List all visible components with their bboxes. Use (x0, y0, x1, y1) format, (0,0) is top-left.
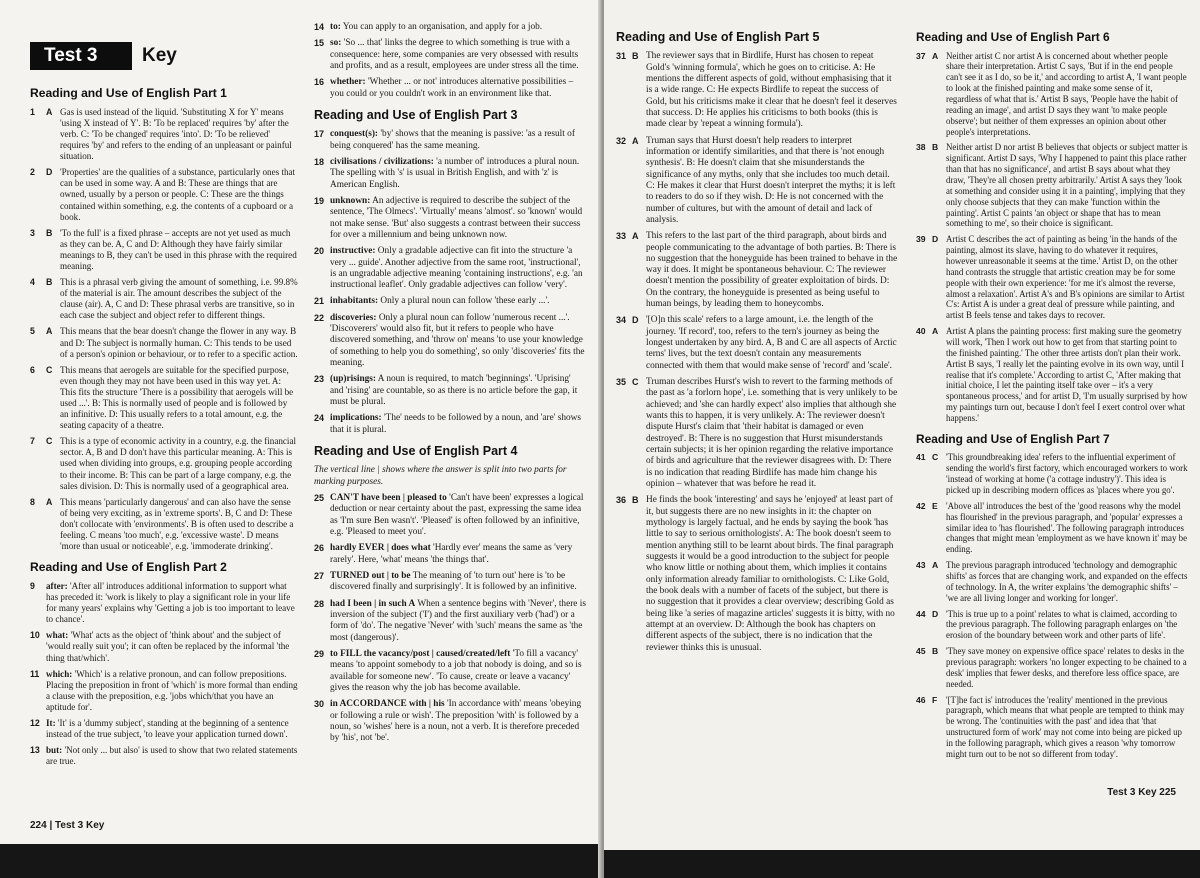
answer-keyword: in ACCORDANCE with | his (330, 699, 445, 710)
question-number: 5 (30, 326, 35, 337)
answer-letter: D (932, 608, 939, 619)
answer-item (314, 649, 586, 694)
answer-text: 'Hardly ever' means the same as 'very rarely'. Here, 'what' means 'the things that'. (330, 543, 573, 565)
answer-letter: B (932, 142, 939, 153)
answer-text: 'What' acts as the object of 'think about' and the subject of 'would really suit you'; it can often be replaced by the informal 'the thing that/which'. (46, 630, 290, 663)
answer-item (30, 497, 298, 552)
answer-explanation: Neither artist C nor artist A is concerned about whether people share their interpretation. Artist C says, 'But if in the end people can't see it as I do, so be it,' and according to artist A, 'I want people to look at the finished painting and make some sense of it, regardless of what that is.' Artist B says, 'People have the habit of reading an image', and artist D says they want 'to make people observe'; but neither of them expresses an opinion about other people's interpretations. (946, 50, 1187, 137)
answer-item (314, 157, 586, 191)
question-number: 40 (916, 326, 926, 337)
answer-text: 'To fill a vacancy' means 'to appoint somebody to a job that nobody is doing, and so is available for someone new'. 'To cause, create or leave a vacancy' gives the reason why the job has become available. (330, 648, 582, 693)
answer-item (314, 413, 586, 436)
answer-explanation: 'This groundbreaking idea' refers to the influential experiment of sending the world's first factory, which encouraged workers to work 'instead of working at home ('a cottage industry')'. This idea is picked up in describing modern offices as 'places where you go'. (946, 452, 1188, 495)
answer-keyword: discoveries: (330, 312, 377, 323)
right-column-2 (916, 22, 1188, 765)
answer-explanation (330, 38, 586, 72)
question-number: 14 (314, 22, 325, 32)
answer-text: 'a number of' introduces a plural noun. The spelling with 's' is usual in British English, and with 'z' is American English. (330, 156, 580, 190)
question-number: 41 (916, 452, 926, 463)
test-title (30, 42, 290, 70)
answer-letter: A (46, 326, 53, 337)
question-number: 37 (916, 50, 926, 61)
answer-item (30, 228, 298, 272)
answer-keyword: so: (330, 38, 342, 49)
answer-keyword: instructive: (330, 246, 376, 257)
answer-explanation (330, 413, 586, 436)
question-number: 19 (314, 195, 325, 206)
question-number: 28 (314, 598, 325, 609)
answer-item (314, 196, 586, 241)
answer-explanation: Artist C describes the act of painting as being 'in the hands of the painting, almost its slave, having to do whatever it requires, however unreasonable it seems at the time.' Artist D, on the other hand contrasts the struggle that artistic creation may be for some people with their own experience: 'for me it's almost the reverse, almost a relaxation'. Artist A's and B's opinions are similar to Artist C's: Artist A is under a great deal of pressure while painting, and artist B feels tense and takes days to recover. (946, 234, 1185, 321)
question-number: 7 (30, 436, 35, 447)
answer-text: 'by' shows that the meaning is passive: 'as a result of being conquered' has the same meaning. (330, 129, 575, 151)
answer-letter: F (932, 694, 938, 705)
answer-text: 'It' is a 'dummy subject', standing at the beginning of a sentence instead of the true subject, 'to leave your application turned down'. (46, 718, 289, 740)
answer-item (30, 436, 298, 491)
answer-letter: A (932, 50, 939, 61)
answer-item (30, 167, 298, 222)
answer-explanation: 'This is true up to a point' relates to what is claimed, according to the previous paragraph. The following paragraph enlarges on 'the erosion of the boundary between work and other parts of life'. (946, 608, 1178, 641)
part2-heading: Reading and Use of English Part 2 (30, 560, 227, 575)
answer-explanation (46, 630, 298, 663)
answer-explanation (330, 543, 586, 566)
scan-shadow-right (604, 850, 1200, 878)
answer-explanation: This refers to the last part of the third paragraph, about birds and people communicating to the advantage of both parties. B: There is no suggestion that the honeyguide has been trained to behave in the way it does. It might be spontaneous behaviour. C: The reviewer doesn't mention the possibility of greater exploitation of birds. D: On the contrary, the honeyguide is presented as being useful to human beings, by leading them to honeycombs. (646, 231, 898, 310)
question-number: 10 (30, 630, 40, 641)
answer-explanation (330, 599, 586, 644)
question-number: 2 (30, 167, 35, 178)
answer-text: 'Not only ... but also' is used to show that two related statements are true. (46, 745, 298, 767)
answer-text: 'The' needs to be followed by a noun, and 'are' shows that it is plural. (330, 413, 581, 435)
answer-explanation: '[O]n this scale' refers to a large amount, i.e. the length of the journey. 'If record', too, refers to the tern's journey as being the longest undertaken by any bird. A, B and C are all aspects of Arctic terns' lives, but the text doesn't contain any measurements connected with them that would make sense of 'record' and 'scale'. (646, 315, 897, 371)
question-number: 39 (916, 234, 926, 245)
question-number: 42 (916, 500, 926, 511)
answer-item (616, 495, 898, 654)
answer-item (916, 326, 1188, 424)
answer-explanation: 'They save money on expensive office space' relates to desks in the previous paragraph: workers 'no longer expecting to be chained to a desk' implies that fewer desks, and therefore less office space, are needed. (946, 646, 1187, 689)
answer-explanation: He finds the book 'interesting' and says he 'enjoyed' at least part of it, but suggests there are no new insights in it: the chapter on mythology is largely factual, and he ends by saying the book 'has little to say to serious ornithologists'. A: The book doesn't seem to mention anything still to be learnt about birds. The final paragraph suggests it would be a good introduction to the subject for people who know little or nothing about them, which implies it contains only information already familiar to ornithologists. C: Like Gold, the book deals with a number of facets of the subject, but there is no suggestion that it provides a clear overview; describing Gold as being like 'a series of magazine articles' suggests it is bitty, with no attempt at an overview. D: Although the book has chapters on different aspects of the subject, there is no indication that the reviewer thinks this is unusual. (646, 495, 895, 653)
right-column-1 (616, 22, 898, 659)
answer-item (916, 501, 1188, 555)
answer-keyword: to FILL the vacancy/post | caused/created/left (330, 648, 511, 659)
answer-letter: B (932, 646, 939, 657)
answer-explanation: This is a phrasal verb giving the amount of something, i.e. 99.8% of the material is air. The amount describes the subject of the clause (air). A, C and D: These phrasal verbs are transitive, so in each case the subject and object refer to different things. (60, 277, 298, 321)
answer-item (314, 699, 586, 744)
answer-keyword: (up)risings: (330, 374, 376, 385)
part5-heading: Reading and Use of English Part 5 (616, 30, 820, 44)
answer-explanation (330, 129, 586, 152)
question-number: 33 (616, 231, 627, 242)
answer-explanation: Neither artist D nor artist B believes that objects or subject matter is significant. Artist D says, 'Why I happened to paint this place rather than that has no significance', and artist B says about what they draw, 'They're all chosen pretty arbitrarily.' Artist A says they 'look at something and consider using it in a painting', implying that they only choose subjects that they can make 'function within the painting'. Artist C paints 'an object or shape that has to mean something to me', so their choice is significant. (946, 142, 1188, 229)
answer-explanation: 'To the full' is a fixed phrase – accepts are not yet used as much as they can be. A, C and D: Although they have fairly similar meanings to B, they can't be used in this phrase with the required meaning. (60, 227, 297, 271)
answer-letter: D (932, 234, 939, 245)
answer-text: You can apply to an organisation, and apply for a job. (342, 22, 543, 32)
answer-text: 'In accordance with' means 'obeying or following a rule or wish'. The preposition 'with' is followed by a noun, so 'wishes' here is a noun, not a verb. It is therefore preceded by 'his', not 'be'. (330, 699, 582, 744)
answer-keyword: It: (46, 718, 56, 728)
answer-explanation (330, 571, 586, 594)
answer-explanation: 'Above all' introduces the best of the 'good reasons why the model has flourished' in the previous paragraph, and 'popular' expresses a similar idea to 'has flourished'. The following paragraph introduces changes that might mean 'employment as we have known it' may be ending. (946, 500, 1188, 555)
answer-item (30, 669, 298, 713)
answer-text: Only a gradable adjective can fit into the structure 'a very ... guide'. Another adjective from the same root, 'instructional', is an ungradable adjective meaning 'containing instructions', e.g. 'an instructional leaflet'. Only gradable adjectives can follow 'very'. (330, 246, 583, 291)
answer-letter: C (46, 364, 53, 375)
answer-letter: A (632, 135, 639, 146)
part4-heading: Reading and Use of English Part 4 (314, 444, 518, 459)
question-number: 25 (314, 493, 325, 503)
answer-item (916, 452, 1188, 495)
question-number: 26 (314, 543, 325, 554)
answer-text: 'Whether ... or not' introduces alternative possibilities – you could or you couldn't work in an environment like that. (330, 77, 574, 99)
answer-keyword: TURNED out | to be (330, 570, 411, 581)
answer-item (616, 51, 898, 130)
answer-letter: A (46, 496, 53, 507)
answer-explanation: This is a type of economic activity in a country, e.g. the financial sector. A, B and D don't have this particular meaning. A: This is used when dividing into groups, e.g. grouping people according to their income. B: This can be part of a large company, e.g. the sales division. D: This is normally used of a geographical area. (60, 436, 297, 491)
answer-item (30, 107, 298, 162)
answer-letter: B (632, 495, 639, 506)
answer-text: Only a plural noun can follow 'these early ...'. (380, 296, 550, 307)
answer-text: An adjective is required to describe the subject of the sentence, 'The Olmecs'. 'Virtually' means 'almost'. so 'known' would not make sense. 'But' also suggests a contrast between their success for over a millennium and being unknown now. (330, 195, 583, 240)
answer-text: 'After all' introduces additional information to support what has preceded it: 'work is likely to play a significant role in your life for many years' explains why 'Getting a job is too important to leave to chance'. (46, 580, 295, 625)
answer-explanation: Truman describes Hurst's wish to revert to the farming methods of the past as 'a forlorn hope', i.e. something that is very unlikely to be achieved; and 'she can hardly expect' also implies that although she wants this to happen, it is very unlikely. A: The reviewer doesn't dispute Hurst's claim that 'their habitat is damaged or even destroyed'. B: There is no suggestion that Hurst misunderstands certain subjects; it is her opinion regarding the relative importance of birds and agriculture that the reviewer disagrees with. D: There is no indication that reading Birdlife has made him change his opinion – whatever that was before he read it. (646, 377, 898, 490)
answer-item (314, 374, 586, 408)
part6-heading: Reading and Use of English Part 6 (916, 30, 1110, 44)
question-number: 15 (314, 38, 325, 49)
answer-keyword: hardly EVER | does what (330, 543, 431, 554)
question-number: 21 (314, 296, 325, 307)
answer-keyword: but: (46, 745, 63, 756)
answer-keyword: after: (46, 580, 68, 591)
answer-item (30, 718, 298, 740)
answer-item (314, 571, 586, 594)
answer-explanation (330, 77, 586, 100)
answer-letter: C (932, 452, 939, 463)
answer-letter: A (632, 231, 639, 242)
answer-explanation: 'Properties' are the qualities of a substance, particularly ones that can be used in some way. A and B: These are things that are owned, usually by a person or people. C: These are the things contained within something, e.g. the contents of a cupboard or a book. (60, 167, 296, 222)
answer-explanation: This means that aerogels are suitable for the specified purpose, even though they may not have been used in this way yet. A: This fits the structure 'There is a possibility that aerogels will be used ...'. B: This is normally used of people and is followed by an infinitive. D: This usually refers to a total amount, e.g. the seating capacity of a theatre. (60, 364, 294, 431)
answer-letter: B (46, 277, 53, 288)
left-folio: 224 | Test 3 Key (30, 820, 105, 831)
answer-explanation (330, 313, 586, 370)
answer-keyword: had I been | in such A (330, 598, 416, 609)
question-number: 6 (30, 364, 35, 375)
key-label: Key (142, 45, 177, 66)
answer-explanation (330, 699, 586, 744)
question-number: 30 (314, 699, 325, 710)
answer-item (616, 136, 898, 227)
answer-item (314, 599, 586, 644)
answer-letter: D (632, 315, 639, 326)
question-number: 18 (314, 156, 325, 167)
question-number: 29 (314, 648, 325, 659)
question-number: 16 (314, 77, 325, 88)
answer-explanation (330, 157, 586, 191)
question-number: 23 (314, 374, 325, 385)
answer-explanation (330, 493, 586, 538)
question-number: 38 (916, 142, 926, 153)
question-number: 31 (616, 51, 627, 62)
answer-explanation (330, 196, 586, 241)
part4-note: The vertical line | shows where the answer is split into two parts for marking purposes. (314, 465, 567, 487)
answer-item (314, 77, 586, 100)
answer-letter: C (46, 436, 53, 447)
answer-text: 'Which' is a relative pronoun, and can follow prepositions. Placing the preposition in front of 'which' is more formal than ending a clause with the preposition, e.g. 'jobs which/that you have an aptitude for'. (46, 668, 298, 712)
answer-item (30, 326, 298, 359)
answer-letter: A (932, 326, 939, 337)
answer-explanation: Artist A plans the painting process: first making sure the geometry will work, 'Then I work out how to get from that starting point to the finished painting.' The other three artists don't plan their work. Artist B says, 'I really let the painting evolve in its own way, until I realise that it's complete.' According to artist C, 'After making that initial choice, I let the painting itself take over – it's a very spontaneous process,' and for artist D, 'I'm usually surprised by how my paintings turn out, because I don't feel I exert control over what happens.' (946, 326, 1188, 424)
answer-letter: D (46, 167, 53, 178)
answer-keyword: inhabitants: (330, 296, 379, 307)
test-title-badge: Test 3 (30, 42, 132, 70)
answer-item (916, 646, 1188, 689)
answer-explanation: Gas is used instead of the liquid. 'Substituting X for Y' means 'using X instead of Y'. B: 'To be replaced' requires 'by' after the verb. C: 'To be changed' requires 'into'. D: 'To be relieved' requires 'by' and refers to the ending of an unpleasant or painful situation. (60, 106, 292, 162)
question-number: 44 (916, 608, 926, 619)
answer-item (314, 543, 586, 566)
question-number: 35 (616, 377, 627, 388)
answer-keyword: whether: (330, 77, 366, 88)
part1-heading: Reading and Use of English Part 1 (30, 86, 227, 100)
answer-item (30, 365, 298, 432)
answer-letter: A (932, 560, 939, 571)
answer-explanation: Truman says that Hurst doesn't help readers to interpret information or identify similarities, and that there is 'not enough synthesis'. B: He doesn't claim that she misunderstands the significance of any myths, only that she includes too much detail. C: He makes it clear that Hurst doesn't interpret the myths; it is left to readers to do so if they wish. D: He is not concerned with the number of cultures, but with the amount of detail and lack of analysis. (646, 135, 896, 225)
question-number: 9 (30, 580, 35, 591)
answer-item (314, 22, 586, 33)
answer-item (314, 129, 586, 152)
left-column-2 (314, 22, 586, 750)
answer-explanation (46, 745, 298, 767)
answer-keyword: implications: (330, 413, 382, 424)
answer-explanation: The reviewer says that in Birdlife, Hurst has chosen to repeat Gold's 'winning formula', which he goes on to criticise. A: He mentions the different aspects of gold, without emphasising that it is a wide range. C: He expects Birdlife to repeat the success of Gold, but his criticisms make it clear that he doesn't feel it deserves that success. D: He applies his criticisms to both books (this is made clear by 'repeat a winning formula'). (646, 51, 897, 130)
answer-item (916, 142, 1188, 229)
answer-explanation (46, 669, 298, 713)
answer-keyword: what: (46, 630, 69, 641)
answer-explanation (46, 581, 298, 625)
answer-keyword: conquest(s): (330, 129, 379, 140)
right-page (604, 0, 1200, 878)
question-number: 13 (30, 745, 40, 756)
answer-explanation (330, 22, 586, 33)
answer-keyword: CAN'T have been | pleased to (330, 493, 447, 503)
answer-text: 'Can't have been' expresses a logical deduction or near certainty about the past, expressing the same idea as 'I'm sure Ben wasn't'. 'Pleased' is often followed by an infinitive, e.g. 'Pleased to meet you'. (330, 493, 584, 537)
answer-explanation (330, 649, 586, 694)
answer-explanation (330, 374, 586, 408)
part7-heading: Reading and Use of English Part 7 (916, 431, 1110, 446)
answer-letter: A (46, 106, 53, 117)
question-number: 12 (30, 718, 40, 728)
answer-explanation (330, 296, 586, 307)
question-number: 43 (916, 560, 926, 571)
question-number: 46 (916, 694, 926, 705)
answer-item (30, 745, 298, 767)
question-number: 36 (616, 495, 627, 506)
answer-item (916, 695, 1188, 760)
answer-item (616, 315, 898, 372)
answer-item (314, 246, 586, 291)
answer-explanation: This means 'particularly dangerous' and can also have the sense of being very exciting, as in 'extreme sports'. B, C and D: These don't collocate with 'environments'. B is often used to describe a feeling. C means 'too much', e.g. 'excessive waste'. D means 'more than usual or noticeable', e.g. 'immoderate drinking'. (60, 496, 294, 552)
answer-item (314, 493, 586, 538)
part3-heading: Reading and Use of English Part 3 (314, 107, 518, 122)
answer-item (916, 609, 1188, 642)
question-number: 8 (30, 496, 35, 507)
answer-text: 'So ... that' links the degree to which something is true with a consequence: here, some companies are very obsessed with results and profits, and as a result, employees are under stress all the time. (330, 38, 579, 71)
answer-item (30, 277, 298, 321)
answer-keyword: civilisations / civilizations: (330, 156, 434, 167)
question-number: 17 (314, 129, 325, 140)
answer-item (616, 231, 898, 310)
answer-item (314, 296, 586, 307)
answer-explanation: The previous paragraph introduced 'technology and demographic shifts' as forces that are changing work, and expanded on the effects of technology. In A, the writer explains 'the demographic shifts' – 'we are all living longer and working for longer'. (946, 560, 1188, 603)
scan-shadow-left (0, 844, 600, 878)
question-number: 34 (616, 315, 627, 326)
answer-letter: E (932, 500, 938, 511)
answer-explanation: '[T]he fact is' introduces the 'reality' mentioned in the previous paragraph, which means that what people are tempted to think may be wrong. The 'continuities with the past' and idea that 'that unstructured form of work' may not come into being are picked up in the following paragraph, which gives a reason 'why tomorrow might turn out to be not so different from today'. (946, 694, 1185, 759)
answer-explanation: This means that the bear doesn't change the flower in any way. B and D: The subject is normally human. C: This tends to be used of a person's opinion or behaviour, or to refer to a specific action. (60, 326, 298, 359)
question-number: 45 (916, 646, 926, 657)
question-number: 24 (314, 413, 325, 424)
answer-text: Only a plural noun can follow 'numerous recent ...'. 'Discoverers' would also fit, but it refers to people who have discovered something, and 'throw on' means 'to use your knowledge of something to help you do something', so only 'discoveries' fits the meaning. (330, 312, 585, 369)
answer-letter: C (632, 377, 639, 388)
answer-text: When a sentence begins with 'Never', there is inversion of the subject ('I') and the first auxiliary verb ('had') or a form of 'do'. The negative 'Never' with 'such' means the same as 'the most (dangerous)'. (330, 598, 586, 643)
answer-item (314, 313, 586, 370)
answer-text: The meaning of 'to turn out' here is 'to be discovered finally and surprisingly'. It is followed by an infinitive. (330, 570, 577, 593)
question-number: 22 (314, 312, 325, 323)
left-column-1 (30, 78, 298, 772)
question-number: 27 (314, 570, 325, 581)
answer-item (916, 234, 1188, 321)
answer-item (916, 51, 1188, 138)
question-number: 4 (30, 277, 35, 288)
question-number: 20 (314, 246, 325, 257)
answer-item (616, 377, 898, 490)
answer-keyword: unknown: (330, 195, 371, 206)
question-number: 32 (616, 135, 627, 146)
answer-text: A noun is required, to match 'beginnings'. 'Uprising' and 'rising' are countable, so as there is no article before the gap, it must be plural. (330, 374, 578, 408)
answer-letter: B (632, 51, 639, 62)
right-folio: Test 3 Key 225 (1107, 787, 1176, 798)
answer-explanation (46, 718, 298, 740)
answer-item (314, 38, 586, 72)
answer-explanation (330, 246, 586, 291)
answer-item (30, 630, 298, 663)
question-number: 11 (30, 668, 40, 679)
answer-keyword: which: (46, 668, 73, 679)
question-number: 1 (30, 106, 35, 117)
answer-keyword: to: (330, 22, 341, 32)
answer-letter: B (46, 227, 53, 238)
question-number: 3 (30, 227, 35, 238)
answer-item (30, 581, 298, 625)
answer-item (916, 560, 1188, 603)
